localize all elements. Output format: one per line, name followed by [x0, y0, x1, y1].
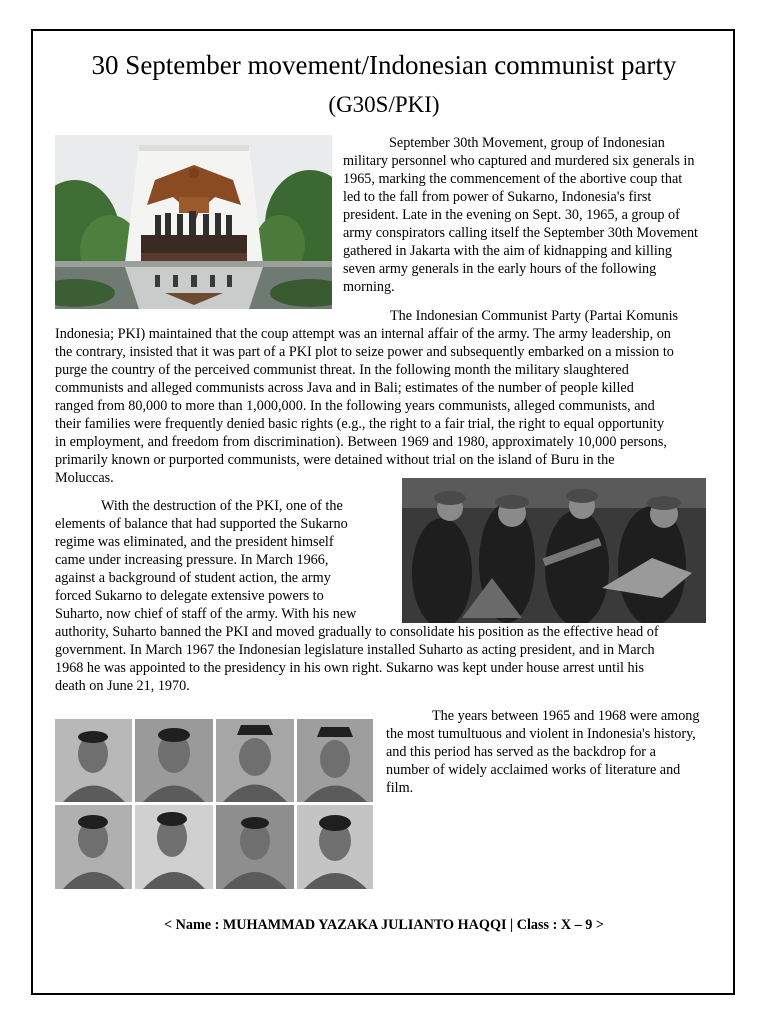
text-line: the contrary, insisted that it was part of a PKI plot to seize power and subsequently embarked on a mission to [55, 344, 674, 360]
text-line: forced Sukarno to delegate extensive powers to [55, 588, 324, 604]
text-line: ranged from 80,000 to more than 1,000,000. In the following years communists, alleged communists, and [55, 398, 655, 414]
paragraph-suharto-rise [55, 497, 745, 695]
paragraph-legacy [386, 707, 746, 797]
text-line: seven army generals in the early hours of the following [343, 261, 657, 277]
text-line: Moluccas. [55, 470, 114, 486]
monument-photo [55, 135, 332, 309]
page-subtitle: (G30S/PKI) [328, 92, 440, 117]
text-line: regime was eliminated, and the president himself [55, 534, 334, 550]
text-line: The years between 1965 and 1968 were among [432, 708, 700, 724]
text-line: primarily known or purported communists, were detained without trial on the island of Buru in the [55, 452, 615, 468]
paragraph-movement-intro [343, 134, 738, 296]
text-line: the most tumultuous and violent in Indonesia's history, [386, 726, 696, 742]
paragraph-pki-claims [55, 307, 745, 487]
text-line: in employment, and freedom from discrimination). Between 1969 and 1980, approximately 10,000 persons, [55, 434, 667, 450]
text-line: Suharto, now chief of staff of the army. With his new [55, 606, 357, 622]
text-line: number of widely acclaimed works of literature and [386, 762, 681, 778]
text-line: With the destruction of the PKI, one of the [101, 498, 343, 514]
text-line: against a background of student action, the army [55, 570, 331, 586]
text-line: purge the country of the perceived communist threat. In the following month the military slaughtered [55, 362, 629, 378]
text-line: 1965, marking the commencement of the abortive coup that [343, 171, 683, 187]
text-line: The Indonesian Communist Party (Partai Komunis [390, 308, 679, 324]
page-title: 30 September movement/Indonesian communist party [91, 50, 677, 80]
text-line: morning. [343, 279, 395, 295]
text-line: army conspirators calling itself the September 30th Movement [343, 225, 698, 241]
author-footer: < Name : MUHAMMAD YAZAKA JULIANTO HAQQI | Class : X – 9 > [163, 917, 605, 933]
text-line: led to the fall from power of Sukarno, Indonesia's first [343, 189, 652, 205]
text-line: authority, Suharto banned the PKI and moved gradually to consolidate his position as the effective head of [55, 624, 659, 640]
text-line: communists and alleged communists across Java and in Bali; estimates of the number of people killed [55, 380, 634, 396]
text-line: president. Late in the evening on Sept. 30, 1965, a group of [343, 207, 680, 223]
text-line: Indonesia; PKI) maintained that the coup attempt was an internal affair of the army. The army leadership, on [55, 326, 671, 342]
text-line: came under increasing pressure. In March 1966, [55, 552, 329, 568]
text-line: government. In March 1967 the Indonesian legislature installed Suharto as acting president, and in March [55, 642, 655, 658]
text-line: their families were frequently denied basic rights (e.g., the right to a fair trial, the right to equal opportunity [55, 416, 665, 432]
text-line: gathered in Jakarta with the aim of kidnapping and killing [343, 243, 672, 259]
text-line: death on June 21, 1970. [55, 678, 190, 694]
text-line: military personnel who captured and murdered six generals in [343, 153, 695, 169]
text-line: elements of balance that had supported the Sukarno [55, 516, 348, 532]
text-line: 1968 he was appointed to the presidency in his own right. Sukarno was kept under house arrest until his [55, 660, 645, 676]
text-line: September 30th Movement, group of Indonesian [389, 135, 665, 151]
text-line: film. [386, 780, 414, 796]
text-line: and this period has served as the backdrop for a [386, 744, 656, 760]
generals-portraits [55, 719, 373, 889]
